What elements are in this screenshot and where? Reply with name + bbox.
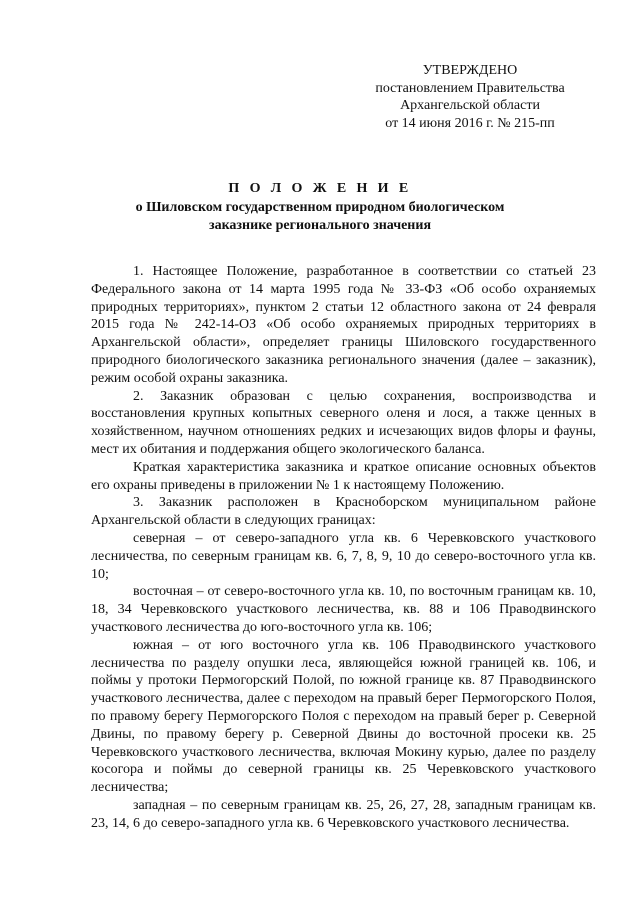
paragraph-1: 1. Настоящее Положение, разработанное в соответствии со статьей 23 Федерального закона от 14 марта 1995 года № 33-ФЗ «Об особо охраняемых природных территориях», пунктом 2 статьи 12 областного закона от 24 февраля 2015 года № 242-14-ОЗ «Об особо охраняемых природных территориях в Архангельской области», определяет границы Шиловского государственного природного биологического заказника регионального значения (далее – заказник), режим особой охраны заказника. [91,264,596,386]
approval-heading: УТВЕРЖДЕНО [422,63,518,78]
approval-region: Архангельской области [400,98,540,113]
title-block [60,180,580,235]
approval-date-number: от 14 июня 2016 г. № 215-пп [385,115,555,131]
boundary-north: северная – от северо-западного угла кв. 6 Черевковского участкового лесничества, по северным границам кв. 6, 7, 8, 9, 10 до северо-восточного угла кв. 10; [91,530,596,582]
document-subtitle-line: заказнике регионального значения [208,218,432,233]
boundary-south: южная – от юго восточного угла кв. 106 Праводвинского участкового лесничества по разделу опушки леса, являющейся южной границей кв. 106, и поймы у протоки Пермогорский Полой, по южной границе кв. 87 Праводвинского участкового лесничества, далее с переходом на правый берег Пермогорского Полоя, по правому берегу Пермогорского Полоя с переходом на правый берег р. Северной Двины, по правому берегу р. Северной Двины до восточной просеки кв. 25 Черевковского участкового лесничества, включая Мокину курью, далее по разделу косогора и поймы до северной границы кв. 25 Черевковского участкового лесничества; [91,637,596,796]
approval-block [340,62,600,132]
boundary-west: западная – по северным границам кв. 25, 26, 27, 28, западным границам кв. 23, 14, 6 до северо-западного угла кв. 6 Черевковского участкового лесничества. [91,797,596,831]
approval-authority: постановлением Правительства [375,80,565,96]
paragraph-brief-description: Краткая характеристика заказника и краткое описание основных объектов его охраны приведены в приложении № 1 к настоящему Положению. [91,459,596,493]
boundary-east: восточная – от северо-восточного угла кв. 10, по восточным границам кв. 10, 18, 34 Черевковского участкового лесничества, кв. 88 и 106 Праводвинского участкового лесничества до юго-восточного угла кв. 106; [91,584,596,635]
paragraph-2: 2. Заказник образован с целью сохранения, воспроизводства и восстановления крупных копытных северного оленя и лося, а также ценных в хозяйственном, научном отношениях редких и исчезающих видов флоры и фауны, мест их обитания и поддержания общего экологического баланса. [91,388,596,457]
document-body [91,263,596,833]
document-subtitle-line: о Шиловском государственном природном биологическом [135,200,505,215]
document-title: П О Л О Ж Е Н И Е [228,181,412,196]
paragraph-3: 3. Заказник расположен в Красноборском муниципальном районе Архангельской области в следующих границах: [91,495,596,529]
